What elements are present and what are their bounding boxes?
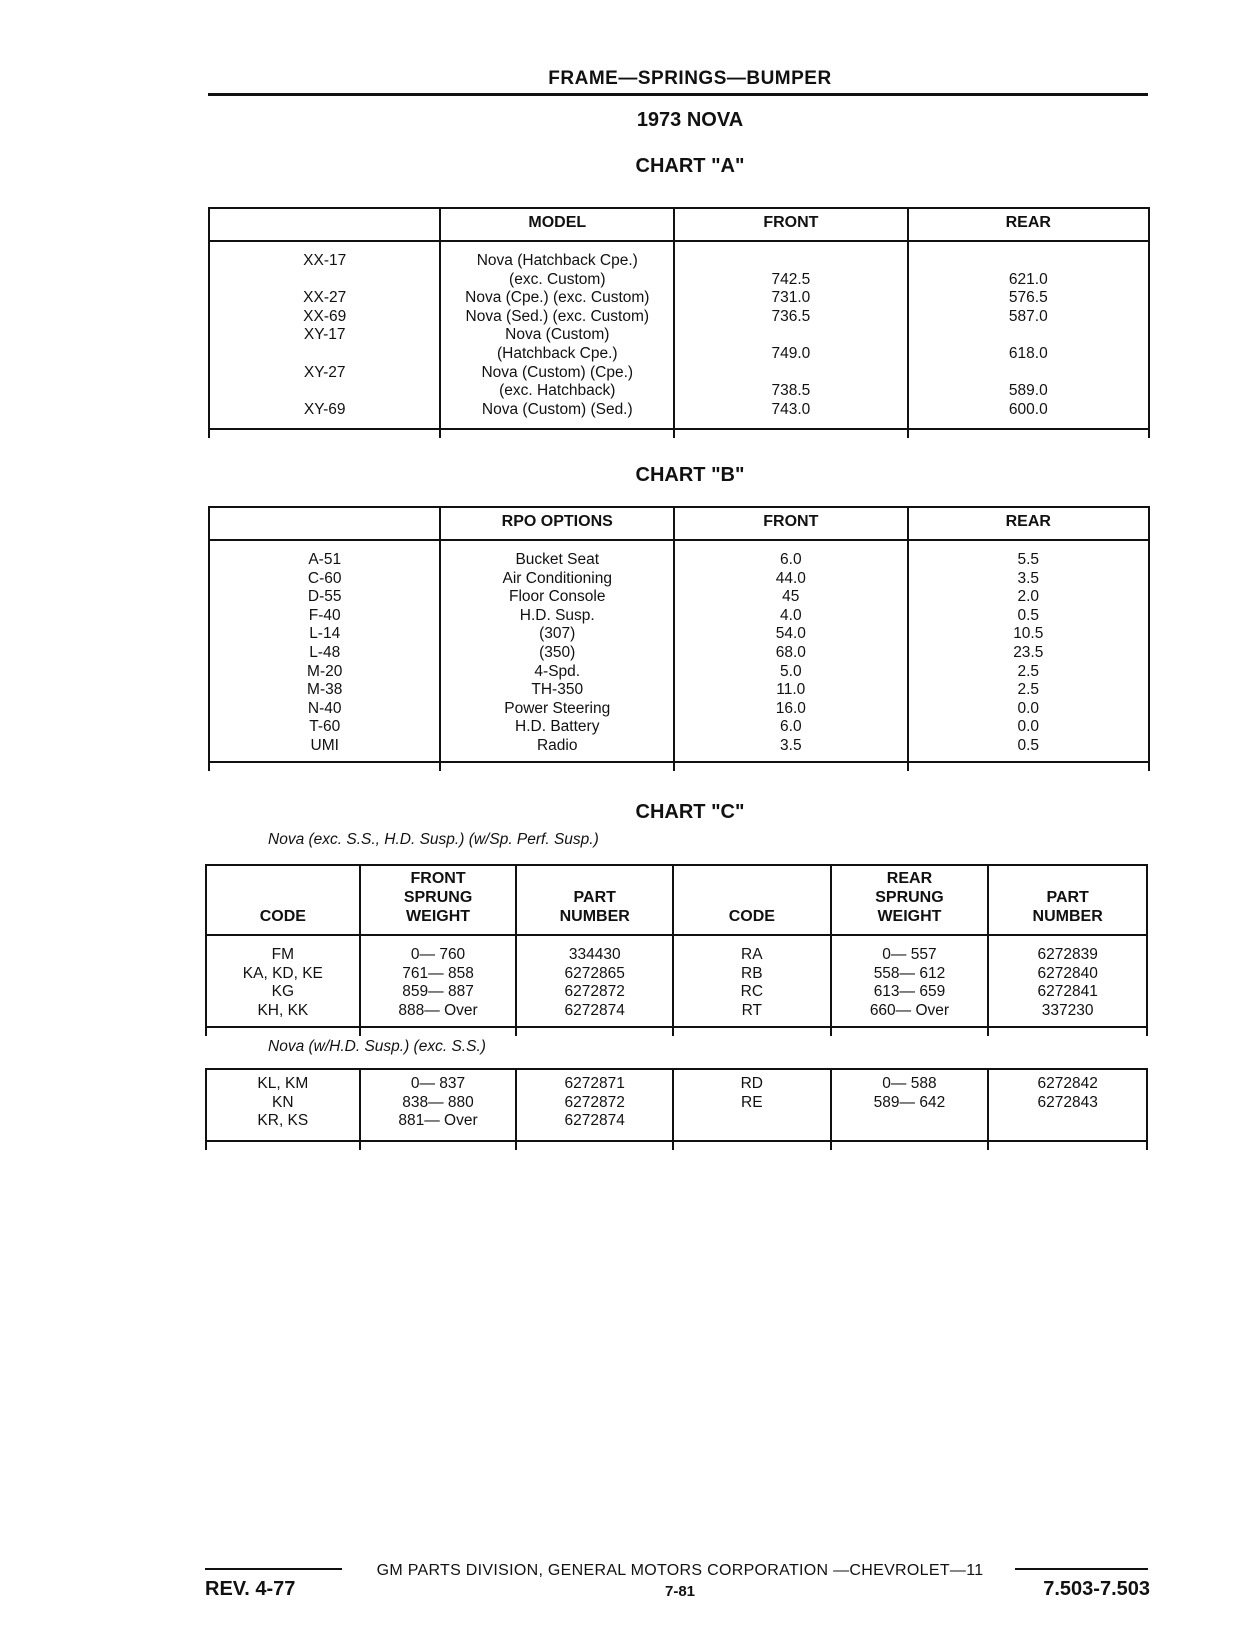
chart-c-g2-front-codes: KL, KM KN KR, KS bbox=[257, 1075, 309, 1130]
chart-c-g2-rear-parts: 6272842 6272843 bbox=[1037, 1075, 1098, 1111]
chart-a-codes: XX-17 XX-27 XX-69 XY-17 XY-27 XY-69 bbox=[303, 252, 347, 418]
chart-a-header-rear: REAR bbox=[908, 208, 1149, 241]
chart-b-rear-values: 5.5 3.5 2.0 0.5 10.5 23.5 2.5 2.5 0.0 0.0 0.5 bbox=[1013, 551, 1044, 754]
chart-c-g1-rear-weights: 0— 557 558— 612 613— 659 660— Over bbox=[869, 946, 950, 1019]
chart-b-header-rear: REAR bbox=[908, 507, 1149, 540]
chart-c-g1-rear-codes: RA RB RC RT bbox=[740, 946, 764, 1019]
footer-publisher: GM PARTS DIVISION, GENERAL MOTORS CORPORATION —CHEVROLET—11 bbox=[376, 1562, 984, 1579]
chart-c-title: CHART "C" bbox=[635, 801, 745, 823]
chart-c-table-2 bbox=[205, 1068, 1148, 1150]
chart-b-options: Bucket Seat Air Conditioning Floor Console H.D. Susp. (307) (350) 4-Spd. TH-350 Power Steering H.D. Battery Radio bbox=[502, 551, 612, 754]
chart-c-g1-front-codes: FM KA, KD, KE KG KH, KK bbox=[242, 946, 323, 1019]
footer-reference: 7.503-7.503 bbox=[1043, 1578, 1150, 1600]
chart-c-header-front-code: CODE bbox=[206, 865, 360, 935]
chart-c-g2-rear-codes: RD RE bbox=[740, 1075, 763, 1111]
chart-a-header-front: FRONT bbox=[674, 208, 907, 241]
vehicle-title: 1973 NOVA bbox=[636, 109, 744, 131]
chart-b-header-front: FRONT bbox=[674, 507, 907, 540]
chart-c-g2-front-weights: 0— 837 838— 880 881— Over bbox=[398, 1075, 478, 1130]
chart-c-g1-rear-parts: 6272839 6272840 6272841 337230 bbox=[1037, 946, 1098, 1019]
chart-b-codes: A-51 C-60 D-55 F-40 L-14 L-48 M-20 M-38 N-40 T-60 UMI bbox=[307, 551, 343, 754]
footer-page-number: 7-81 bbox=[664, 1583, 696, 1600]
footer-rule-right bbox=[1015, 1568, 1148, 1570]
chart-c-g2-front-parts: 6272871 6272872 6272874 bbox=[564, 1075, 625, 1130]
chart-c-g1-front-weights: 0— 760 761— 858 859— 887 888— Over bbox=[398, 946, 478, 1019]
chart-b-table bbox=[208, 506, 1150, 771]
chart-c-note-2: Nova (w/H.D. Susp.) (exc. S.S.) bbox=[268, 1038, 486, 1055]
footer-revision: REV. 4-77 bbox=[205, 1578, 296, 1600]
chart-c-note-1: Nova (exc. S.S., H.D. Susp.) (w/Sp. Perf. Susp.) bbox=[268, 831, 599, 848]
chart-b-header-blank bbox=[209, 507, 440, 540]
chart-b-front-values: 6.0 44.0 45 4.0 54.0 68.0 5.0 11.0 16.0 6.0 3.5 bbox=[775, 551, 806, 754]
chart-c-header-rear-weight: REAR SPRUNG WEIGHT bbox=[831, 865, 989, 935]
chart-b-header-rpo: RPO OPTIONS bbox=[440, 507, 674, 540]
chart-a-front-values: 742.5 731.0 736.5 749.0 738.5 743.0 bbox=[771, 270, 811, 418]
chart-c-g1-front-parts: 334430 6272865 6272872 6272874 bbox=[564, 946, 625, 1019]
chart-c-header-front-weight: FRONT SPRUNG WEIGHT bbox=[360, 865, 517, 935]
chart-a-rear-values: 621.0 576.5 587.0 618.0 589.0 600.0 bbox=[1008, 270, 1048, 418]
chart-c-table-1 bbox=[205, 864, 1148, 1036]
chart-a-title: CHART "A" bbox=[635, 155, 745, 177]
section-title: FRAME—SPRINGS—BUMPER bbox=[548, 68, 832, 89]
chart-c-header-rear-code: CODE bbox=[673, 865, 831, 935]
chart-a-header-model: MODEL bbox=[440, 208, 674, 241]
chart-a-header-blank bbox=[209, 208, 440, 241]
chart-c-g2-rear-weights: 0— 588 589— 642 bbox=[873, 1075, 946, 1111]
chart-b-title: CHART "B" bbox=[635, 464, 745, 486]
chart-c-header-rear-part: PART NUMBER bbox=[988, 865, 1147, 935]
chart-a-table bbox=[208, 207, 1150, 438]
chart-a-models: Nova (Hatchback Cpe.) (exc. Custom) Nova (Cpe.) (exc. Custom) Nova (Sed.) (exc. Custom) Nova (Custom) (Hatchback Cpe.) Nova (Custom) (Cpe.) (exc. Hatchback) Nova (Custom) (Sed.) bbox=[465, 252, 650, 418]
header-rule bbox=[208, 93, 1148, 96]
footer-rule-left bbox=[205, 1568, 342, 1570]
chart-c-header-front-part: PART NUMBER bbox=[516, 865, 673, 935]
